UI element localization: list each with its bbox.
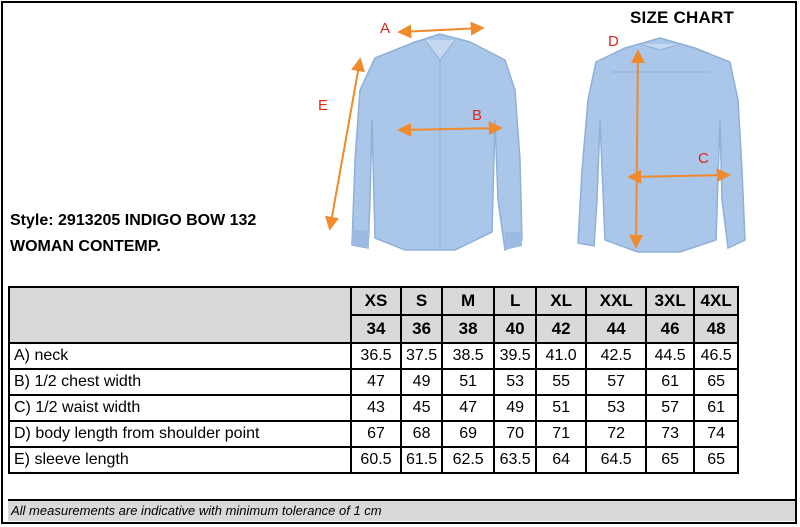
measurement-value: 43 bbox=[351, 395, 401, 421]
measurement-value: 60.5 bbox=[351, 447, 401, 473]
measurement-label: B) 1/2 chest width bbox=[9, 369, 351, 395]
style-line-1: Style: 2913205 INDIGO BOW 132 bbox=[10, 212, 257, 229]
measurement-value: 42.5 bbox=[586, 343, 646, 369]
size-number-header: 36 bbox=[401, 315, 442, 343]
table-row bbox=[9, 343, 738, 369]
size-number-header: 34 bbox=[351, 315, 401, 343]
measurement-value: 37.5 bbox=[401, 343, 442, 369]
measurement-value: 38.5 bbox=[442, 343, 494, 369]
measurement-value: 73 bbox=[646, 421, 694, 447]
measurement-value: 51 bbox=[536, 395, 586, 421]
size-number-header: 40 bbox=[494, 315, 536, 343]
measurement-value: 65 bbox=[646, 447, 694, 473]
measurement-label: A) neck bbox=[9, 343, 351, 369]
size-number-header: 42 bbox=[536, 315, 586, 343]
style-info bbox=[10, 208, 256, 260]
measurement-value: 47 bbox=[442, 395, 494, 421]
measurement-value: 72 bbox=[586, 421, 646, 447]
point-label-c: C bbox=[698, 150, 709, 167]
size-letter-header: XL bbox=[536, 287, 586, 315]
measurement-value: 57 bbox=[586, 369, 646, 395]
measurement-value: 57 bbox=[646, 395, 694, 421]
measurement-value: 74 bbox=[694, 421, 738, 447]
style-line-2: WOMAN CONTEMP. bbox=[10, 238, 161, 255]
arrow-a bbox=[400, 28, 482, 32]
size-letter-header: 3XL bbox=[646, 287, 694, 315]
point-label-b: B bbox=[472, 107, 483, 124]
size-number-header: 38 bbox=[442, 315, 494, 343]
measurement-value: 69 bbox=[442, 421, 494, 447]
measurement-value: 67 bbox=[351, 421, 401, 447]
measurement-value: 49 bbox=[494, 395, 536, 421]
measurement-value: 64 bbox=[536, 447, 586, 473]
measurement-value: 46.5 bbox=[694, 343, 738, 369]
measurement-value: 45 bbox=[401, 395, 442, 421]
point-label-d: D bbox=[608, 33, 619, 50]
measurement-value: 65 bbox=[694, 447, 738, 473]
size-letter-header: 4XL bbox=[694, 287, 738, 315]
measurement-value: 63.5 bbox=[494, 447, 536, 473]
measurement-value: 53 bbox=[494, 369, 536, 395]
table-row bbox=[9, 447, 738, 473]
measurement-value: 71 bbox=[536, 421, 586, 447]
size-letter-header: XS bbox=[351, 287, 401, 315]
measurement-value: 70 bbox=[494, 421, 536, 447]
size-table bbox=[8, 286, 739, 474]
footnote: All measurements are indicative with minimum tolerance of 1 cm bbox=[8, 499, 795, 521]
size-chart-title: SIZE CHART bbox=[630, 8, 734, 27]
size-letter-header: L bbox=[494, 287, 536, 315]
table-row bbox=[9, 421, 738, 447]
measurement-value: 61 bbox=[694, 395, 738, 421]
size-number-header: 46 bbox=[646, 315, 694, 343]
point-label-e: E bbox=[318, 97, 329, 114]
size-number-header: 44 bbox=[586, 315, 646, 343]
size-letter-header: S bbox=[401, 287, 442, 315]
front-shirt-image bbox=[352, 34, 522, 250]
header-blank-cell bbox=[9, 287, 351, 343]
measurement-value: 44.5 bbox=[646, 343, 694, 369]
measurement-value: 36.5 bbox=[351, 343, 401, 369]
measurement-value: 61.5 bbox=[401, 447, 442, 473]
table-row bbox=[9, 369, 738, 395]
back-shirt-image bbox=[578, 38, 745, 252]
measurement-value: 47 bbox=[351, 369, 401, 395]
measurement-value: 39.5 bbox=[494, 343, 536, 369]
point-label-a: A bbox=[380, 20, 391, 37]
size-letter-header: M bbox=[442, 287, 494, 315]
measurement-value: 65 bbox=[694, 369, 738, 395]
measurement-label: D) body length from shoulder point bbox=[9, 421, 351, 447]
measurement-value: 53 bbox=[586, 395, 646, 421]
measurement-value: 68 bbox=[401, 421, 442, 447]
measurement-value: 55 bbox=[536, 369, 586, 395]
measurement-value: 61 bbox=[646, 369, 694, 395]
size-number-header: 48 bbox=[694, 315, 738, 343]
measurement-value: 41.0 bbox=[536, 343, 586, 369]
measurement-value: 49 bbox=[401, 369, 442, 395]
measurement-label: C) 1/2 waist width bbox=[9, 395, 351, 421]
measurement-value: 51 bbox=[442, 369, 494, 395]
measurement-label: E) sleeve length bbox=[9, 447, 351, 473]
header-row-letters bbox=[9, 287, 738, 315]
table-row bbox=[9, 395, 738, 421]
size-letter-header: XXL bbox=[586, 287, 646, 315]
measurement-value: 64.5 bbox=[586, 447, 646, 473]
measurement-value: 62.5 bbox=[442, 447, 494, 473]
